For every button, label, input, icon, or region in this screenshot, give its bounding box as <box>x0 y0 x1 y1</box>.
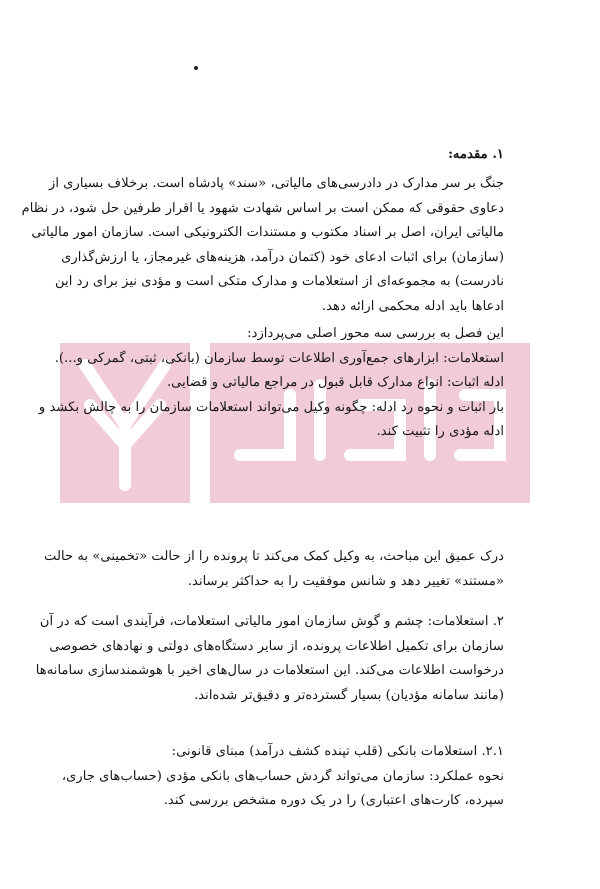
axes-item: ادله اثبات: انواع مدارک قابل قبول در مراجع مالیاتی و قضایی. <box>166 375 504 390</box>
axes-item: بار اثبات و نحوه رد ادله: چگونه وکیل می‌تواند استعلامات سازمان را به چالش بکشد و <box>38 399 504 415</box>
axes-intro: این فصل به بررسی سه محور اصلی می‌پردازد: <box>247 326 504 341</box>
axes-item: استعلامات: ابزارهای جمع‌آوری اطلاعات توسط سازمان (بانکی، ثبتی، گمرکی و...). <box>54 350 504 366</box>
axes-list <box>38 322 504 445</box>
section-2-line: درخواست اطلاعات می‌کند. این استعلامات در سال‌های اخیر با هوشمندسازی سامانه‌ها <box>35 663 504 678</box>
subsection-heading: ۲.۱. استعلامات بانکی (قلب تپنده کشف درآمد) مبنای قانونی: <box>171 744 504 759</box>
page-dot-mark <box>194 66 198 70</box>
section-2-line: (مانند سامانه مؤدیان) بسیار گسترده‌تر و دقیق‌تر شده‌اند. <box>194 687 504 703</box>
intro-line: مالیاتی ایران، اصل بر اسناد مکتوب و مستندات الکترونیکی است. سازمان امور مالیاتی <box>31 225 504 240</box>
intro-line: (سازمان) برای اثبات ادعای خود (کتمان درآمد، هزینه‌های غیرمجاز، یا ارزش‌گذاری <box>61 249 504 265</box>
summary-line: «مستند» تغییر دهد و شانس موفقیت را به حداکثر برساند. <box>187 573 504 589</box>
intro-line: جنگ بر سر مدارک در دادرسی‌های مالیاتی، «سند» پادشاه است. برخلاف بسیاری از <box>49 176 504 191</box>
axes-item: ادله مؤدی را تثبیت کند. <box>376 424 504 439</box>
section-2-line: سازمان برای تکمیل اطلاعات پرونده، از سایر دستگاه‌های دولتی و نهادهای خصوصی <box>49 638 504 654</box>
subsection-2-1 <box>61 740 504 814</box>
section-2-paragraph <box>35 610 504 708</box>
summary-line: درک عمیق این مباحث، به وکیل کمک می‌کند تا پرونده را از حالت «تخمینی» به حالت <box>44 549 504 564</box>
section-2-line: ۲. استعلامات: چشم و گوش سازمان امور مالیاتی استعلامات، فرآیندی است که در آن <box>39 614 504 629</box>
section-1-block <box>108 143 504 168</box>
intro-line: نادرست) به مجموعه‌ای از استعلامات و مدارک متکی است و مؤدی نیز برای رد این <box>55 274 504 289</box>
subsection-line: نحوه عملکرد: سازمان می‌تواند گردش حساب‌های بانکی مؤدی (حساب‌های جاری، <box>61 768 504 784</box>
intro-paragraph <box>21 172 504 319</box>
summary-paragraph <box>44 545 504 594</box>
intro-line: ادعاها باید ادله محکمی ارائه دهد. <box>321 298 504 314</box>
section-1-heading: ۱. مقدمه: <box>448 147 504 162</box>
intro-line: دعاوی حقوقی که ممکن است بر اساس شهادت شهود یا اقرار طرفین حل شود، در نظام <box>21 200 504 216</box>
subsection-line: سپرده، کارت‌های اعتباری) را در یک دوره مشخص بررسی کند. <box>163 793 504 808</box>
